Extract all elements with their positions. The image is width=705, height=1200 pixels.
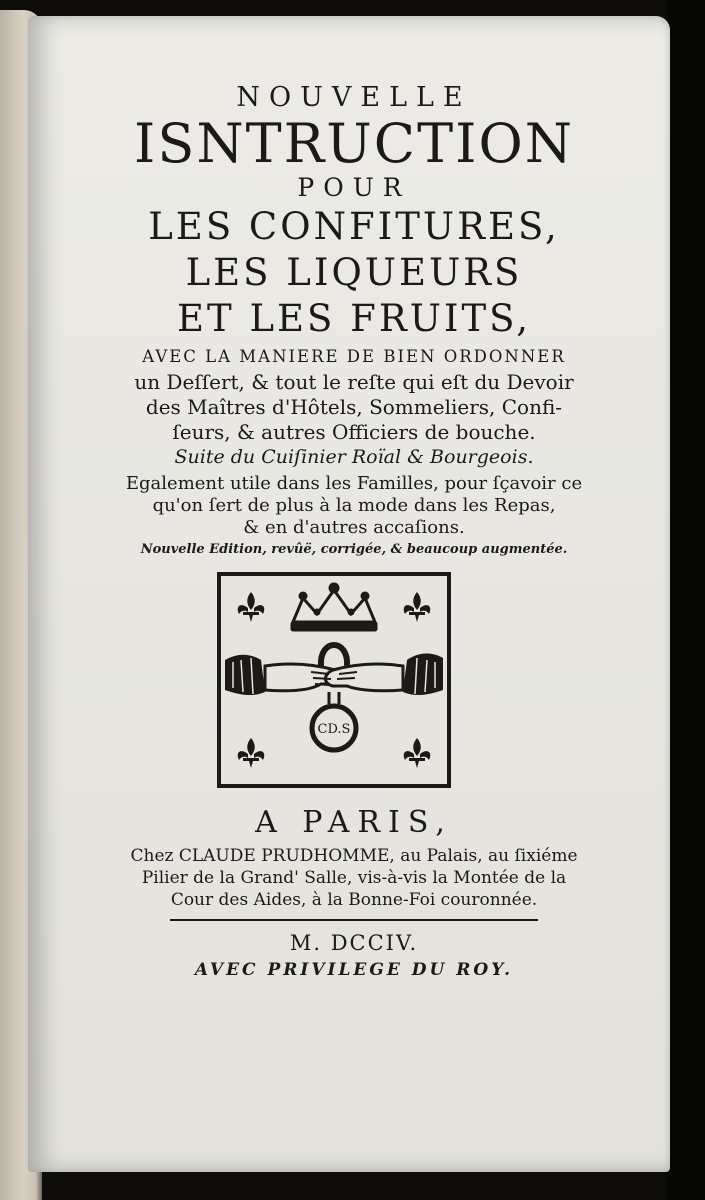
- imprint-line: Pilier de la Grand' Salle, vis-à-vis la Montée de la: [141, 867, 567, 888]
- royal-privilege: AVEC PRIVILEGE DU ROY.: [194, 959, 514, 980]
- printers-device-emblem: [217, 572, 451, 788]
- subtitle-line: un Deſſert, & tout le reſte qui eſt du Devoir: [134, 369, 574, 394]
- title-line-confitures: LES CONFITURES,: [148, 205, 560, 248]
- clasped-hands-crown-icon: [221, 576, 447, 784]
- background-edge: [667, 0, 705, 1200]
- usage-line: Egalement utile dans les Familles, pour ſçavoir ce: [125, 472, 583, 494]
- publication-date: M. DCCIV.: [289, 930, 419, 955]
- title-page: [28, 16, 670, 1172]
- title-line-fruits: ET LES FRUITS,: [177, 297, 531, 340]
- title-line-liqueurs: LES LIQUEURS: [185, 251, 523, 294]
- title-line-nouvelle: NOUVELLE: [236, 82, 472, 113]
- title-line-instruction: ISNTRUCTION: [134, 112, 574, 175]
- imprint-city: A PARIS,: [255, 804, 453, 840]
- title-page-content: [68, 84, 640, 979]
- imprint-line: Chez CLAUDE PRUDHOMME, au Palais, au ſixiéme: [130, 845, 578, 866]
- subtitle-line: des Maîtres d'Hôtels, Sommeliers, Confi-: [145, 394, 563, 419]
- divider-rule: [170, 919, 538, 921]
- subtitle-line: AVEC LA MANIERE DE BIEN ORDONNER: [142, 347, 566, 366]
- emblem-monogram: CD.S: [317, 721, 351, 737]
- usage-line: & en d'autres accaſions.: [243, 516, 465, 538]
- title-line-pour: POUR: [297, 173, 411, 202]
- usage-line: qu'on ſert de plus à la mode dans les Repas,: [152, 494, 556, 516]
- subtitle-line: ſeurs, & autres Officiers de bouche.: [172, 419, 536, 444]
- edition-note: Nouvelle Edition, revûë, corrigée, & beaucoup augmentée.: [140, 541, 568, 557]
- imprint-line: Cour des Aides, à la Bonne-Foi couronnée.: [170, 889, 538, 910]
- imprint-block: [68, 804, 640, 980]
- series-note: Suite du Cuiſinier Roïal & Bourgeois.: [174, 445, 534, 468]
